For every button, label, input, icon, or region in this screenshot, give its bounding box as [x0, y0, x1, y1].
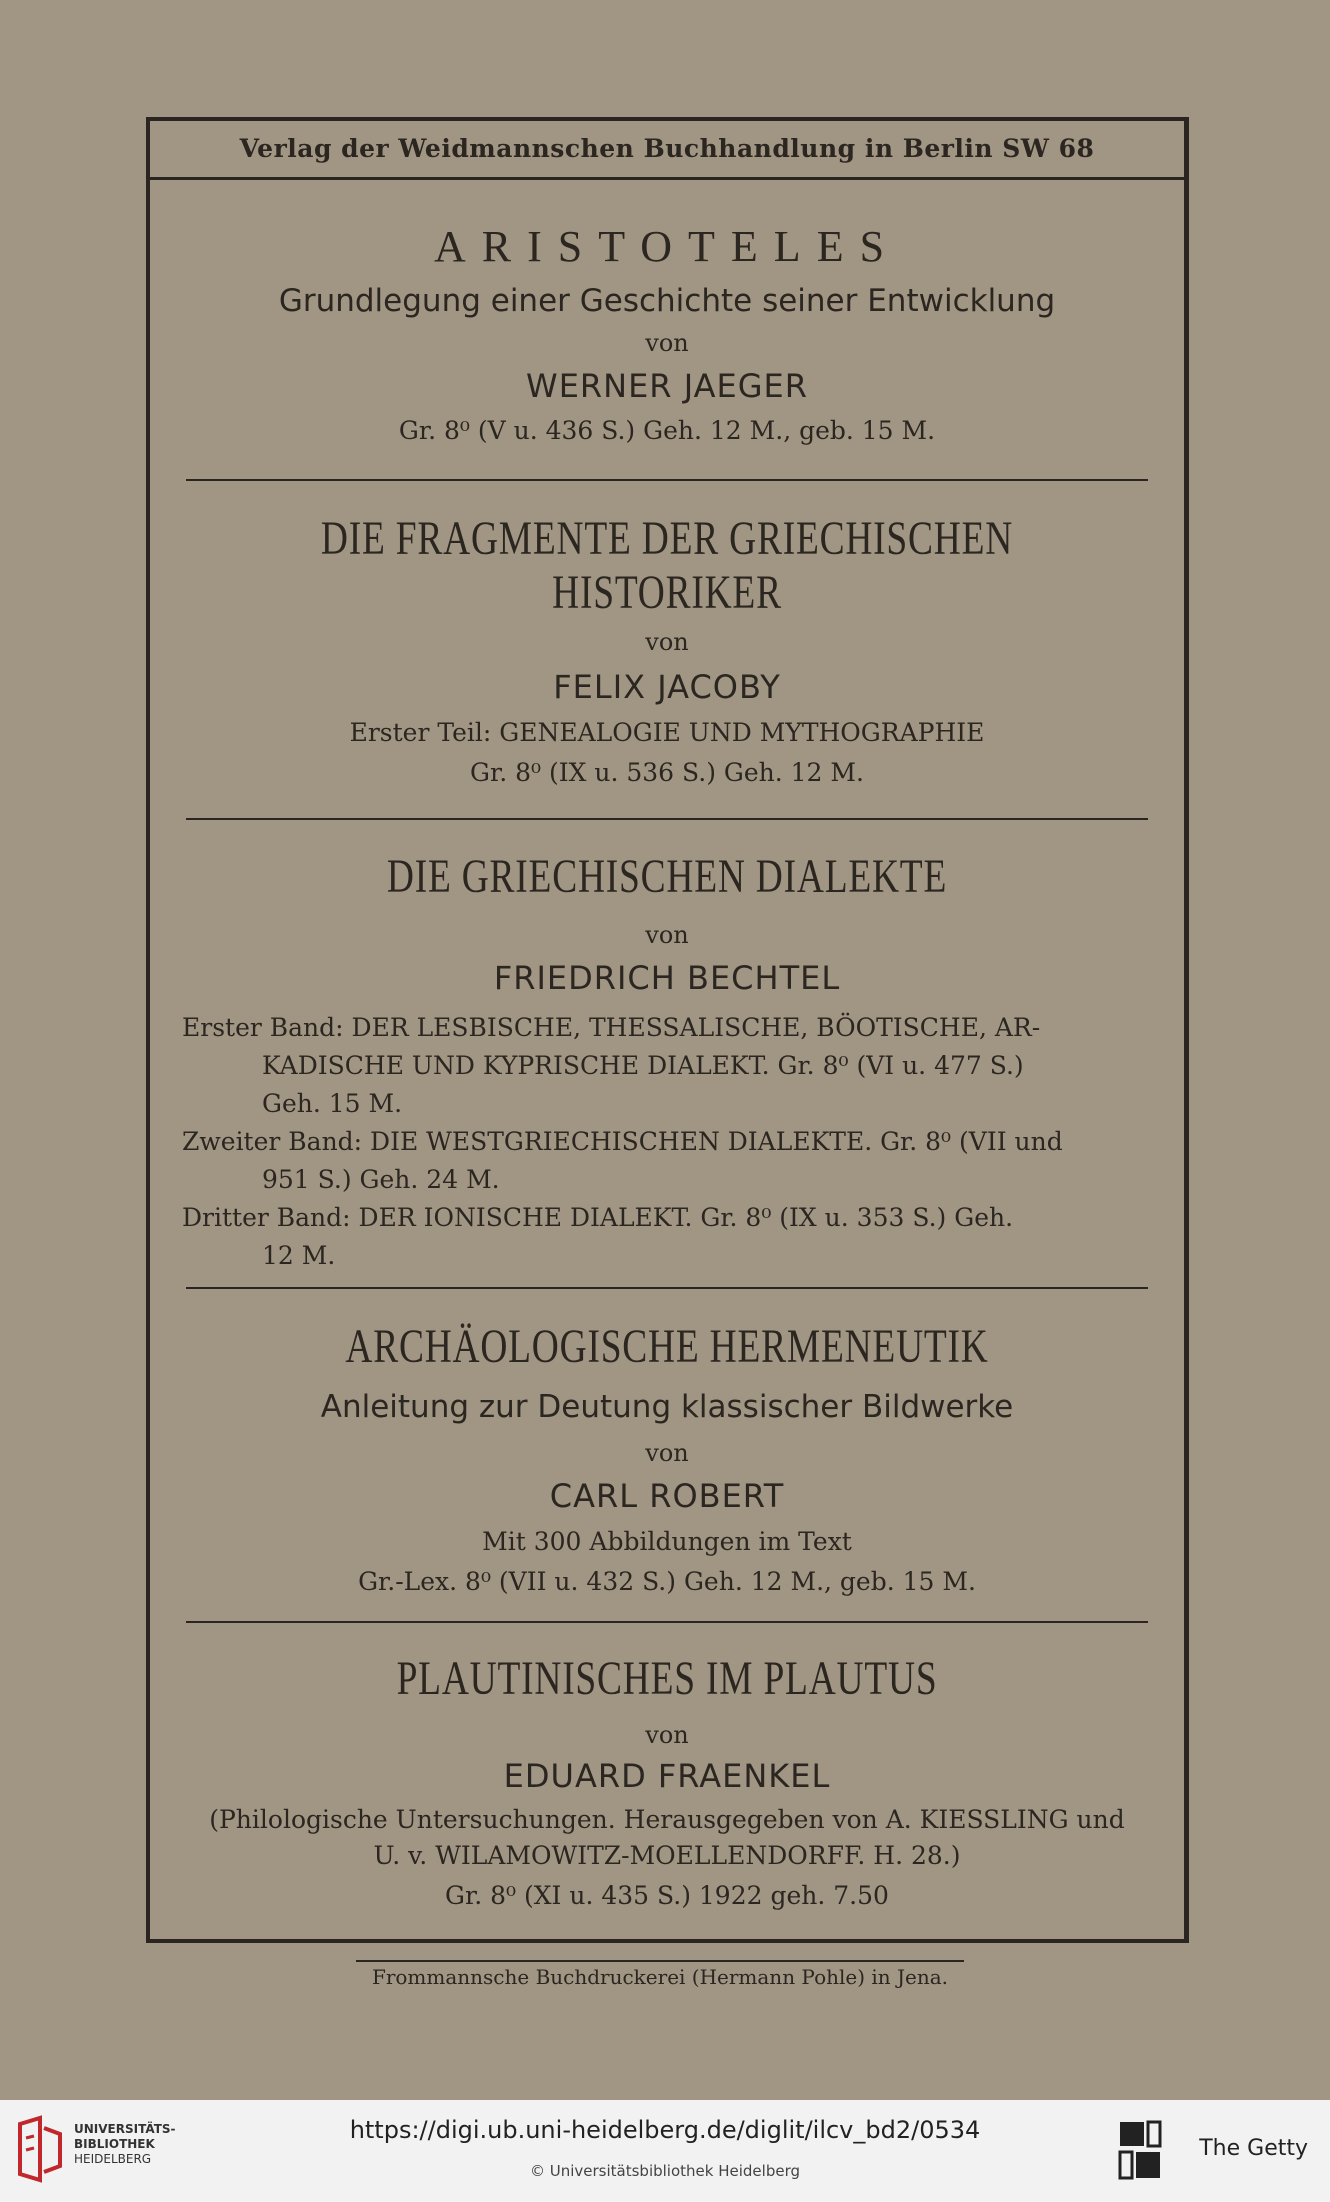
book2-title-line1: DIE FRAGMENTE DER GRIECHISCHEN — [320, 512, 1014, 565]
getty-label: The Getty — [1199, 2136, 1308, 2161]
book2-title-line2: HISTORIKER — [552, 566, 782, 619]
vol1-line2: KADISCHE UND KYPRISCHE DIALEKT. Gr. 8⁰ (VI u. 477 S.) — [262, 1051, 1024, 1080]
book1-von: von — [645, 329, 689, 357]
book5-title: PLAUTINISCHES IM PLAUTUS — [396, 1652, 938, 1705]
vol1-line3: Geh. 15 M. — [262, 1089, 403, 1118]
book1-author: WERNER JAEGER — [526, 367, 808, 405]
divider — [186, 1287, 1148, 1289]
library-name-line2: BIBLIOTHEK — [74, 2137, 155, 2151]
vol1-line1: Erster Band: DER LESBISCHE, THESSALISCHE, BÖOTISCHE, AR- — [182, 1013, 1041, 1042]
book2-von: von — [645, 628, 689, 656]
book1-subtitle: Grundlegung einer Geschichte seiner Entwicklung — [278, 283, 1056, 319]
divider — [186, 479, 1148, 481]
advertisement-frame — [146, 117, 1189, 1943]
divider — [186, 1621, 1148, 1623]
book5-series-line1: (Philologische Untersuchungen. Herausgegeben von A. KIESSLING und — [209, 1805, 1125, 1834]
library-name-line1: UNIVERSITÄTS- — [74, 2122, 176, 2136]
book4-note: Mit 300 Abbildungen im Text — [482, 1527, 852, 1556]
book3-volumes — [182, 1009, 1148, 1275]
book3-von: von — [645, 921, 689, 949]
book3-title: DIE GRIECHISCHEN DIALEKTE — [386, 850, 948, 903]
book2-part: Erster Teil: GENEALOGIE UND MYTHOGRAPHIE — [349, 718, 985, 747]
book1-title: ARISTOTELES — [433, 222, 901, 271]
vol3-line1: Dritter Band: DER IONISCHE DIALEKT. Gr. 8⁰ (IX u. 353 S.) Geh. — [182, 1203, 1014, 1232]
viewer-footer — [0, 2100, 1330, 2202]
divider — [186, 818, 1148, 820]
book5-series-line2: U. v. WILAMOWITZ-MOELLENDORFF. H. 28.) — [373, 1841, 961, 1870]
book5-author: EDUARD FRAENKEL — [503, 1757, 831, 1795]
book4-author: CARL ROBERT — [549, 1477, 785, 1515]
book4-subtitle: Anleitung zur Deutung klassischer Bildwerke — [320, 1389, 1014, 1425]
permalink-url[interactable]: https://digi.ub.uni-heidelberg.de/diglit/ilcv_bd2/0534 — [349, 2116, 981, 2144]
book4-von: von — [645, 1439, 689, 1467]
copyright-notice: © Universitätsbibliothek Heidelberg — [529, 2162, 800, 2180]
book1-meta: Gr. 8⁰ (V u. 436 S.) Geh. 12 M., geb. 15 M. — [398, 416, 936, 445]
getty-logo-icon — [1118, 2120, 1176, 2182]
book2-author: FELIX JACOBY — [553, 668, 781, 706]
book2-meta: Gr. 8⁰ (IX u. 536 S.) Geh. 12 M. — [470, 758, 864, 787]
book5-meta: Gr. 8⁰ (XI u. 435 S.) 1922 geh. 7.50 — [445, 1881, 889, 1910]
library-name-line3: HEIDELBERG — [74, 2152, 152, 2166]
book3-author: FRIEDRICH BECHTEL — [493, 959, 841, 997]
vol2-line1: Zweiter Band: DIE WESTGRIECHISCHEN DIALEKTE. Gr. 8⁰ (VII und — [182, 1127, 1063, 1156]
printer-imprint: Frommannsche Buchdruckerei (Hermann Pohle) in Jena. — [356, 1960, 964, 1989]
book4-meta: Gr.-Lex. 8⁰ (VII u. 432 S.) Geh. 12 M., geb. 15 M. — [358, 1567, 976, 1596]
publisher-header: Verlag der Weidmannschen Buchhandlung in Berlin SW 68 — [150, 121, 1184, 180]
vol3-line2: 12 M. — [262, 1241, 336, 1270]
book5-von: von — [645, 1721, 689, 1749]
book4-title: ARCHÄOLOGISCHE HERMENEUTIK — [345, 1320, 989, 1373]
vol2-line2: 951 S.) Geh. 24 M. — [262, 1165, 500, 1194]
